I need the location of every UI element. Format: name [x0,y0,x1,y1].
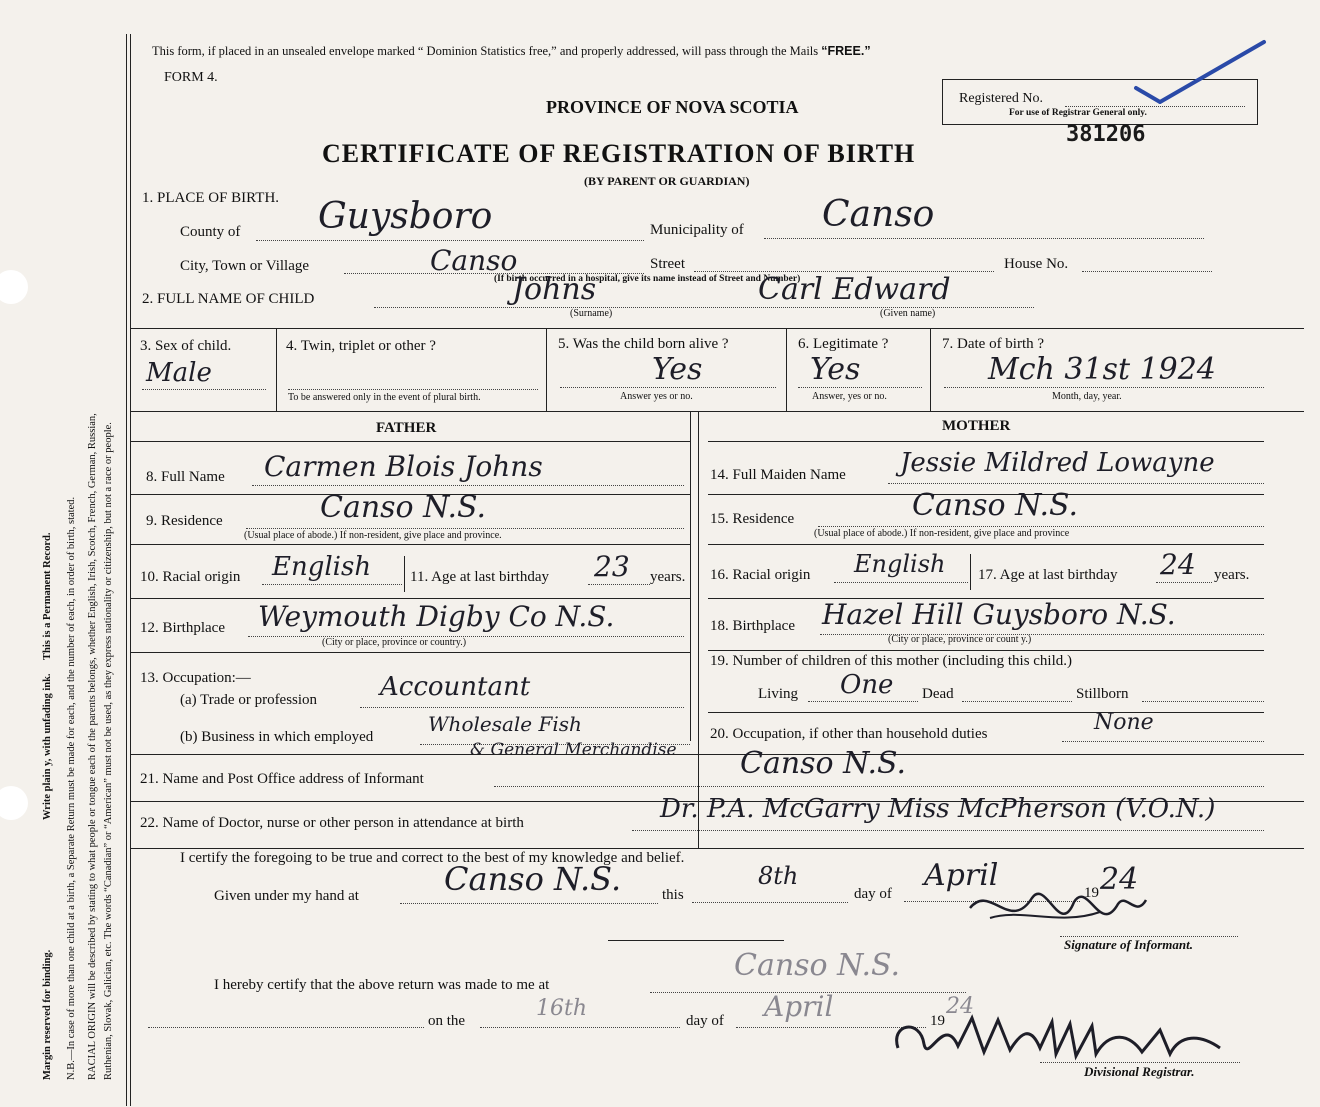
dob-label: 7. Date of birth ? [942,336,1045,352]
day-of-label: day of [854,886,892,902]
trade-label: (a) Trade or profession [180,692,318,708]
mother-birthplace-label: 18. Birthplace [710,618,795,634]
given-under-label: Given under my hand at [214,888,359,904]
father-birthplace: Weymouth Digby Co N.S. [258,600,615,633]
mother-occupation: None [1094,710,1154,735]
mother-residence: Canso N.S. [912,488,1079,523]
write-plainly-note: Write plain y, with unfading ink. [42,673,53,820]
alive-value: Yes [652,352,703,387]
alive-label: 5. Was the child born alive ? [558,336,729,352]
business-value-2: & General Merchandise [470,740,677,760]
province-heading: PROVINCE OF NOVA SCOTIA [546,97,799,117]
informant-label: 21. Name and Post Office address of Informant [140,771,424,787]
checkmark-icon [1130,36,1270,108]
father-age-label: 11. Age at last birthday [410,569,549,585]
margin-rule [126,34,127,1106]
informant-signature-label: Signature of Informant. [1064,937,1193,952]
mother-residence-label: 15. Residence [710,511,795,527]
father-birthplace-label: 12. Birthplace [140,620,225,636]
father-years: years. [650,569,686,585]
child-name-label: 2. FULL NAME OF CHILD [142,291,315,307]
registrar-statement: I hereby certify that the above return was made to me at [214,977,550,993]
trade-value: Accountant [380,672,531,702]
mother-residence-note: (Usual place of abode.) If non-resident, give place and province [814,528,1070,539]
mother-birthplace-note: (City or place, province or count y.) [888,634,1032,645]
doctor-label: 22. Name of Doctor, nurse or other person in attendance at birth [140,815,524,831]
county-label: County of [180,224,241,240]
racial-note-2: Ruthenian, Slovak, Galician, etc. The words “Canadian” or “American” must not be used, as they express nationality or citizenship, but not a race or people. [103,422,114,1080]
living-value: One [840,670,894,700]
occupation-label: 13. Occupation:— [140,670,251,686]
father-birthplace-note: (City or place, province or country.) [322,637,467,648]
father-heading: FATHER [376,420,437,436]
child-given-name: Carl Edward [758,272,951,307]
permanent-note: This is a Permanent Record. [42,532,53,660]
municipality-label: Municipality of [650,222,744,238]
twin-note: To be answered only in the event of plural birth. [288,392,481,403]
given-year: 24 [1100,862,1139,897]
registrar-day: 16th [536,996,588,1021]
margin-note: Margin reserved for binding. [42,949,53,1080]
registrar-signature-label: Divisional Registrar. [1084,1064,1195,1079]
dob-value: Mch 31st 1924 [988,352,1216,387]
legitimate-note: Answer, yes or no. [812,391,887,402]
registrar-year: 24 [946,994,974,1019]
mother-birthplace: Hazel Hill Guysboro N.S. [822,598,1176,631]
mail-notice: This form, if placed in an unsealed envelope marked “ Dominion Statistics free,” and properly addressed, will pass through the Mails “FREE.” [152,44,871,58]
certify-statement: I certify the foregoing to be true and correct to the best of my knowledge and belief. [180,850,685,866]
this-label: this [662,887,684,903]
father-age: 23 [594,550,630,583]
page-subtitle: (BY PARENT OR GUARDIAN) [584,174,750,188]
registrar-year-prefix: 19 [930,1013,945,1029]
dead-label: Dead [922,686,954,702]
municipality-value: Canso [822,194,935,235]
surname-label: (Surname) [570,308,613,319]
mother-name: Jessie Mildred Lowayne [900,448,1215,478]
given-month: April [924,858,999,893]
father-name: Carmen Blois Johns [264,450,543,483]
street-label: Street [650,256,685,272]
given-day: 8th [758,862,799,890]
living-label: Living [758,686,798,702]
mother-name-label: 14. Full Maiden Name [710,467,846,483]
dob-note: Month, day, year. [1052,391,1122,402]
city-value: Canso [430,244,518,277]
registrar-month: April [764,990,834,1023]
mother-years: years. [1214,567,1250,583]
punch-hole [0,270,28,304]
stillborn-label: Stillborn [1076,686,1129,702]
legitimate-value: Yes [810,352,861,387]
mother-race: English [854,550,946,578]
place-of-birth-label: 1. PLACE OF BIRTH. [142,190,280,206]
house-label: House No. [1004,256,1069,272]
children-count-label: 19. Number of children of this mother (including this child.) [710,653,1073,669]
racial-note-1: RACIAL ORIGIN will be described by stating to what people or tongue each of the parents belongs, whether English, Irish, Scotch, French, German, Russian, [87,413,98,1080]
on-the-label: on the [428,1013,466,1029]
alive-note: Answer yes or no. [620,391,693,402]
mother-heading: MOTHER [942,418,1011,434]
informant-value: Canso N.S. [740,746,907,781]
doctor-value: Dr. P.A. McGarry Miss McPherson (V.O.N.) [660,794,1216,824]
mother-occupation-label: 20. Occupation, if other than household duties [710,726,988,742]
business-label: (b) Business in which employed [180,729,374,745]
mother-age-label: 17. Age at last birthday [978,567,1118,583]
mother-race-label: 16. Racial origin [710,567,811,583]
punch-hole [0,786,28,820]
father-name-label: 8. Full Name [146,469,225,485]
father-residence-note: (Usual place of abode.) If non-resident, give place and province. [244,530,502,541]
nb-note: N.B.—In case of more than one child at a birth, a Separate Return must be made for each, and the number of each, in order of birth, stated. [66,496,77,1080]
form-number: FORM 4. [164,70,218,85]
county-value: Guysboro [318,196,493,237]
legitimate-label: 6. Legitimate ? [798,336,889,352]
registrar-place: Canso N.S. [734,948,901,983]
margin-rule [130,34,131,1106]
given-year-prefix: 19 [1084,885,1099,901]
mother-age: 24 [1160,548,1196,581]
street-note: (If birth occurred in a hospital, give its name instead of Street and Number) [494,274,801,284]
father-race: English [272,552,372,582]
registrar-general-note: For use of Registrar General only. [1009,108,1147,118]
sex-label: 3. Sex of child. [140,338,232,354]
father-residence-label: 9. Residence [146,513,223,529]
registered-label: Registered No. [959,91,1043,106]
father-residence: Canso N.S. [320,490,487,525]
father-race-label: 10. Racial origin [140,569,241,585]
registrar-day-of-label: day of [686,1013,724,1029]
sex-value: Male [146,358,212,388]
given-place: Canso N.S. [444,860,622,898]
registration-number: 381206 [1066,122,1146,147]
page-title: CERTIFICATE OF REGISTRATION OF BIRTH [322,139,916,168]
business-value-1: Wholesale Fish [428,712,582,736]
child-surname: Johns [512,272,597,307]
twin-label: 4. Twin, triplet or other ? [286,338,436,354]
given-name-label: (Given name) [880,308,936,319]
city-label: City, Town or Village [180,258,310,274]
